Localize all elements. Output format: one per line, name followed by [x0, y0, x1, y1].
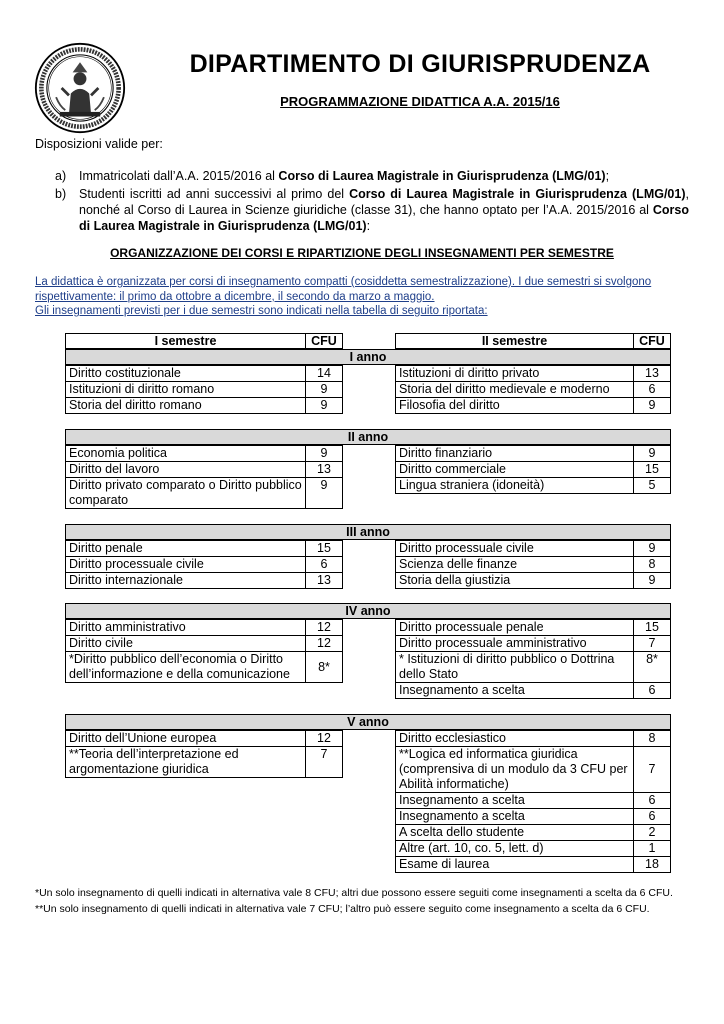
table-row [396, 683, 671, 699]
courses-table-sem2 [395, 730, 671, 873]
course-cfu: 9 [634, 398, 671, 414]
header-sem2-label: II semestre [396, 334, 634, 348]
course-cfu: 13 [634, 366, 671, 382]
course-cfu: 8 [634, 557, 671, 573]
course-name: Esame di laurea [396, 857, 634, 873]
course-cfu: 6 [634, 382, 671, 398]
course-name: Storia del diritto romano [66, 398, 306, 414]
course-cfu: 7 [634, 636, 671, 652]
item-bold-text: Corso di Laurea Magistrale in Giurisprudenza (LMG/01) [349, 187, 686, 201]
table-row [396, 809, 671, 825]
header-semester-2 [395, 333, 671, 349]
courses-table-sem1 [65, 730, 343, 778]
didactic-note [35, 275, 695, 319]
course-name: Diritto penale [66, 541, 306, 557]
table-row [66, 366, 343, 382]
course-cfu: 7 [306, 747, 343, 778]
course-name: Diritto ecclesiastico [396, 731, 634, 747]
table-row [396, 541, 671, 557]
course-cfu: 6 [306, 557, 343, 573]
course-name: Lingua straniera (idoneità) [396, 478, 634, 494]
provisions-list [55, 168, 689, 236]
course-cfu: 8* [306, 652, 343, 683]
note-line: La didattica è organizzata per corsi di insegnamento compatti (cosiddetta semestralizzazione). I due semestri si svolgono [35, 276, 652, 288]
list-item [55, 186, 689, 234]
year-band: IV anno [65, 603, 671, 619]
header-sem1-label: I semestre [66, 334, 306, 348]
footnote: *Un solo insegnamento di quelli indicati in alternativa vale 8 CFU; altri due possono essere seguiti come insegnamenti a scelta da 6 CFU. [35, 887, 673, 899]
page-title: DIPARTIMENTO DI GIURISPRUDENZA [189, 50, 651, 78]
course-name: A scelta dello studente [396, 825, 634, 841]
course-cfu: 8 [634, 731, 671, 747]
course-cfu: 15 [306, 541, 343, 557]
table-row [66, 398, 343, 414]
course-name: Insegnamento a scelta [396, 683, 634, 699]
header-cfu-label: CFU [639, 334, 665, 348]
course-name: Istituzioni di diritto privato [396, 366, 634, 382]
year-band: V anno [65, 714, 671, 730]
course-name: Altre (art. 10, co. 5, lett. d) [396, 841, 634, 857]
course-name: Diritto privato comparato o Diritto pubblico comparato [66, 478, 306, 509]
table-row [396, 478, 671, 494]
course-name: Diritto civile [66, 636, 306, 652]
course-name: Diritto internazionale [66, 573, 306, 589]
course-name: Diritto del lavoro [66, 462, 306, 478]
year-band: II anno [65, 429, 671, 445]
table-row [66, 462, 343, 478]
table-row [66, 541, 343, 557]
course-cfu: 14 [306, 366, 343, 382]
course-cfu: 15 [634, 462, 671, 478]
courses-table-sem2 [395, 619, 671, 699]
item-text: Immatricolati dall’A.A. 2015/2016 al [79, 169, 279, 183]
course-name: Diritto processuale civile [396, 541, 634, 557]
courses-table-sem2 [395, 445, 671, 494]
course-name: Diritto amministrativo [66, 620, 306, 636]
year-band: III anno [65, 524, 671, 540]
intro-text: Disposizioni valide per: [35, 137, 163, 151]
table-row [396, 825, 671, 841]
item-bold-text-2: Corso di Laurea Magistrale in Giurisprudenza (LMG/01) [79, 203, 689, 233]
course-name: Storia della giustizia [396, 573, 634, 589]
courses-table-sem2 [395, 365, 671, 414]
header-semester-1 [65, 333, 343, 349]
table-row [396, 652, 671, 683]
table-row [66, 557, 343, 573]
year-band: I anno [65, 349, 671, 365]
table-row [396, 557, 671, 573]
table-row [396, 636, 671, 652]
course-name: Istituzioni di diritto romano [66, 382, 306, 398]
table-row [396, 573, 671, 589]
course-cfu: 18 [634, 857, 671, 873]
table-row [66, 636, 343, 652]
table-row [396, 841, 671, 857]
course-name: Economia politica [66, 446, 306, 462]
course-cfu: 13 [306, 462, 343, 478]
course-cfu: 12 [306, 620, 343, 636]
course-cfu: 9 [306, 446, 343, 462]
course-name: Insegnamento a scelta [396, 809, 634, 825]
footnote: **Un solo insegnamento di quelli indicati in alternativa vale 7 CFU; l’altro può essere seguito come insegnamento a scelta da 6 CFU. [35, 902, 650, 915]
course-name: Diritto dell’Unione europea [66, 731, 306, 747]
item-text: Studenti iscritti ad anni successivi al primo del [79, 187, 350, 201]
footnotes [35, 887, 689, 918]
course-name: *Diritto pubblico dell’economia o Diritto dell’informazione e della comunicazione [66, 652, 306, 683]
course-name: **Teoria dell’interpretazione ed argomentazione giuridica [66, 747, 306, 778]
course-cfu: 9 [634, 446, 671, 462]
course-cfu: 9 [306, 478, 343, 509]
list-marker: a) [55, 169, 67, 183]
course-name: Storia del diritto medievale e moderno [396, 382, 634, 398]
table-row [396, 857, 671, 873]
course-name: Insegnamento a scelta [396, 793, 634, 809]
course-name: Diritto processuale civile [66, 557, 306, 573]
note-line: Gli insegnamenti previsti per i due semestri sono indicati nella tabella di seguito riportata: [35, 305, 488, 317]
section-title: ORGANIZZAZIONE DEI CORSI E RIPARTIZIONE DEGLI INSEGNAMENTI PER SEMESTRE [110, 246, 614, 260]
table-row [396, 620, 671, 636]
item-text-end: : [366, 219, 371, 233]
item-text-middle: , nonché al Corso di Laurea in Scienze giuridiche (classe 31), che hanno optato per l’A.A. 2015/2016 al [79, 187, 689, 217]
course-cfu: 7 [634, 747, 671, 793]
course-name: Filosofia del diritto [396, 398, 634, 414]
table-row [396, 747, 671, 793]
course-cfu: 12 [306, 731, 343, 747]
table-row [396, 446, 671, 462]
table-row [66, 478, 343, 509]
table-row [396, 398, 671, 414]
course-cfu: 6 [634, 793, 671, 809]
table-row [396, 462, 671, 478]
table-row [66, 747, 343, 778]
courses-table-sem1 [65, 445, 343, 509]
header-cfu-label: CFU [311, 334, 337, 348]
course-cfu: 1 [634, 841, 671, 857]
course-name: Scienza delle finanze [396, 557, 634, 573]
table-row [66, 446, 343, 462]
course-name: Diritto commerciale [396, 462, 634, 478]
university-seal-logo [34, 42, 126, 134]
table-row [66, 620, 343, 636]
list-marker: b) [55, 187, 67, 201]
page-subtitle: PROGRAMMAZIONE DIDATTICA A.A. 2015/16 [280, 94, 560, 109]
item-text-end: ; [605, 169, 610, 183]
course-cfu: 13 [306, 573, 343, 589]
table-row [66, 573, 343, 589]
courses-table-sem1 [65, 365, 343, 414]
course-cfu: 15 [634, 620, 671, 636]
table-row [396, 382, 671, 398]
course-cfu: 9 [634, 573, 671, 589]
list-item [55, 168, 689, 184]
course-name: Diritto processuale penale [396, 620, 634, 636]
course-name: **Logica ed informatica giuridica (comprensiva di un modulo da 3 CFU per Abilità informatiche) [396, 747, 634, 793]
table-row [66, 652, 343, 683]
table-row [66, 382, 343, 398]
course-name: * Istituzioni di diritto pubblico o Dottrina dello Stato [396, 652, 634, 683]
course-name: Diritto finanziario [396, 446, 634, 462]
course-cfu: 6 [634, 809, 671, 825]
course-cfu: 9 [306, 398, 343, 414]
course-name: Diritto costituzionale [66, 366, 306, 382]
table-row [396, 793, 671, 809]
table-row [66, 731, 343, 747]
course-cfu: 2 [634, 825, 671, 841]
course-cfu: 9 [306, 382, 343, 398]
courses-table-sem1 [65, 619, 343, 683]
course-cfu: 5 [634, 478, 671, 494]
course-cfu: 9 [634, 541, 671, 557]
item-bold-text: Corso di Laurea Magistrale in Giurisprudenza (LMG/01) [278, 169, 606, 183]
table-row [396, 731, 671, 747]
courses-table-sem1 [65, 540, 343, 589]
course-name: Diritto processuale amministrativo [396, 636, 634, 652]
note-line: rispettivamente: il primo da ottobre a dicembre, il secondo da marzo a maggio. [35, 290, 435, 303]
courses-table-sem2 [395, 540, 671, 589]
course-cfu: 12 [306, 636, 343, 652]
course-cfu: 8* [634, 652, 671, 683]
course-cfu: 6 [634, 683, 671, 699]
table-row [396, 366, 671, 382]
